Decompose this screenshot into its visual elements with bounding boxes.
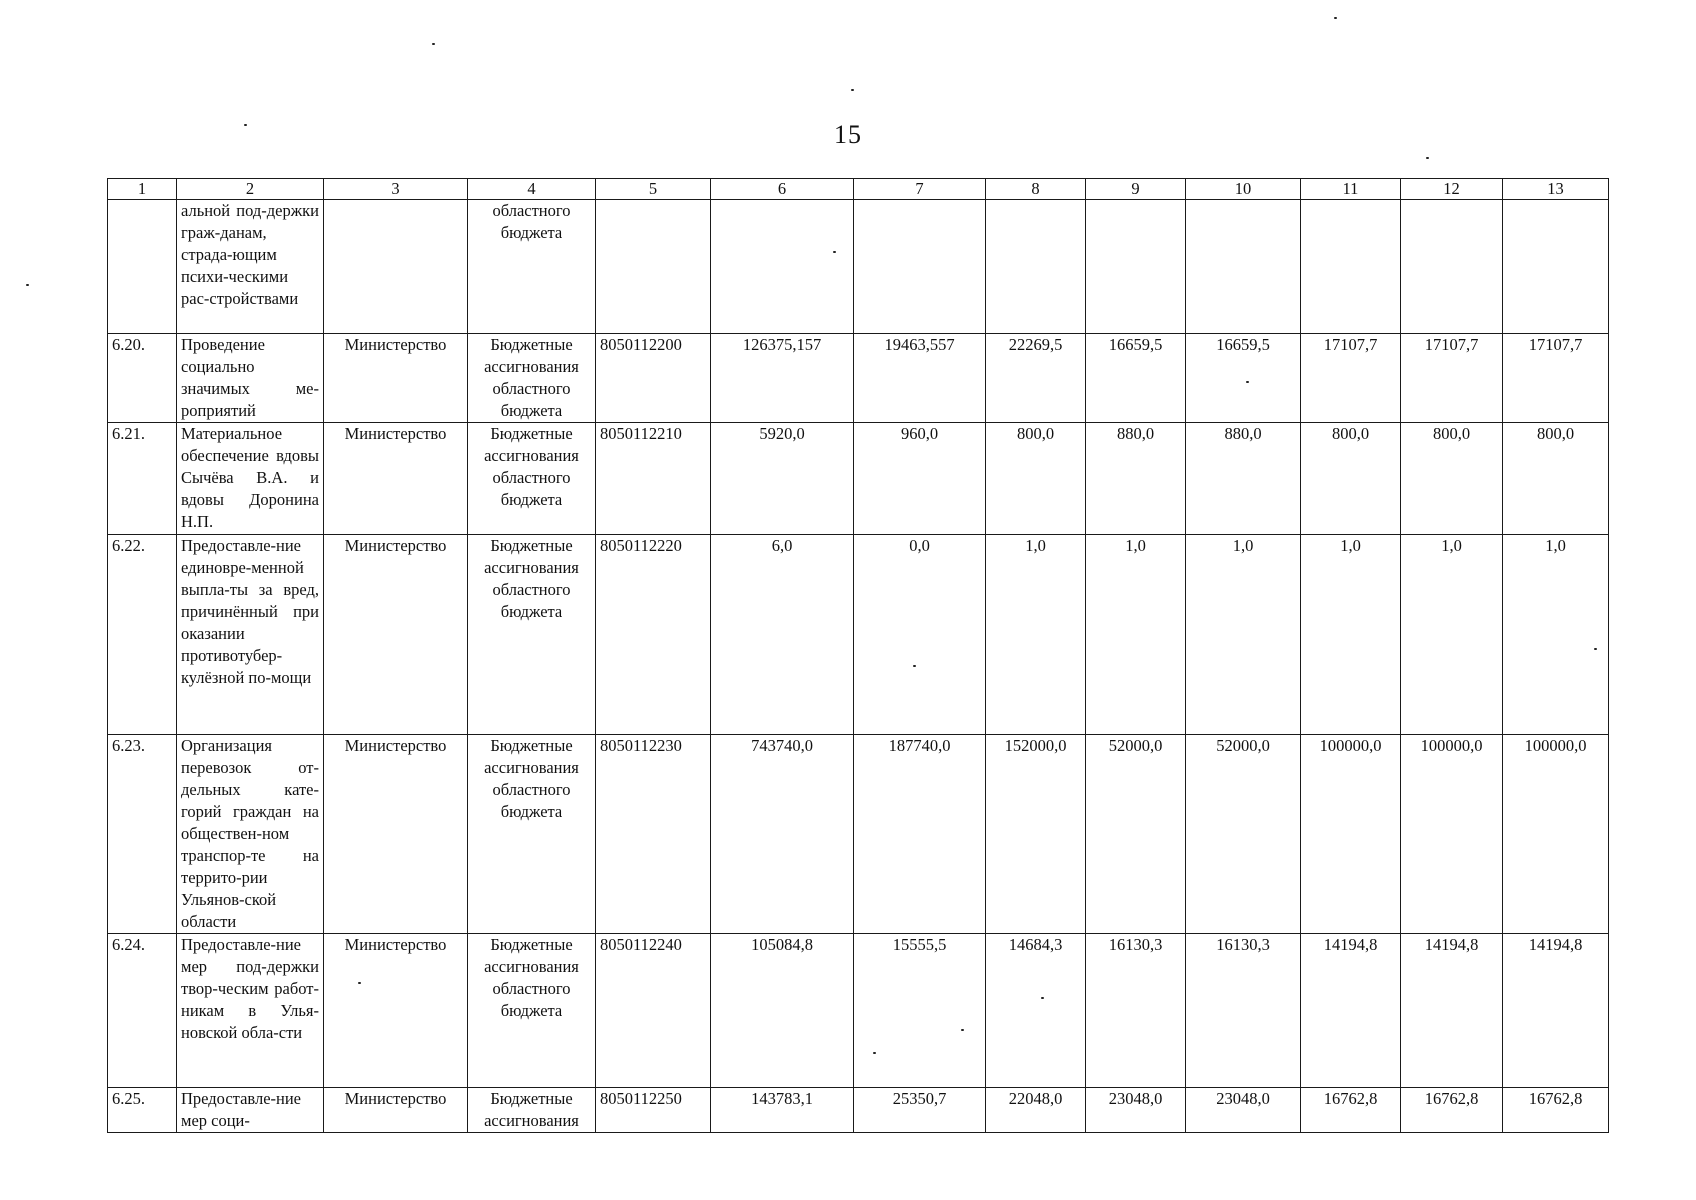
table-row xyxy=(108,1088,1609,1133)
table-row xyxy=(108,200,1609,334)
column-header: 12 xyxy=(1401,179,1503,200)
scan-speck xyxy=(1041,997,1044,999)
measure-name: Организация перевозок от-дельных кате-горий граждан на обществен-ном транспор-те на террито-рии Ульянов-ской области xyxy=(177,735,324,934)
scan-speck xyxy=(961,1029,964,1031)
scan-speck xyxy=(358,982,361,984)
executor: Министерство xyxy=(324,423,468,535)
budget-code: 8050112220 xyxy=(596,535,711,735)
value-year: 14194,8 xyxy=(1401,934,1503,1088)
value-total: 143783,1 xyxy=(711,1088,854,1133)
scan-speck xyxy=(851,89,854,91)
funding-source: областного бюджета xyxy=(468,200,596,334)
value-year: 100000,0 xyxy=(1503,735,1609,934)
scan-speck xyxy=(244,124,247,126)
table-row xyxy=(108,735,1609,934)
value-year xyxy=(986,200,1086,334)
budget-code: 8050112230 xyxy=(596,735,711,934)
column-header: 7 xyxy=(854,179,986,200)
value-year: 16130,3 xyxy=(1086,934,1186,1088)
value-year: 23048,0 xyxy=(1086,1088,1186,1133)
value-year: 187740,0 xyxy=(854,735,986,934)
value-year: 1,0 xyxy=(1301,535,1401,735)
funding-source: Бюджетные ассигнования областного бюджета xyxy=(468,334,596,423)
column-header: 1 xyxy=(108,179,177,200)
column-header: 2 xyxy=(177,179,324,200)
value-year: 800,0 xyxy=(986,423,1086,535)
value-year: 960,0 xyxy=(854,423,986,535)
column-header: 6 xyxy=(711,179,854,200)
measure-name: альной под-держки граж-данам, страда-ющим психи-ческими рас-стройствами xyxy=(177,200,324,334)
column-header: 4 xyxy=(468,179,596,200)
value-year: 16762,8 xyxy=(1401,1088,1503,1133)
value-year xyxy=(854,200,986,334)
scan-speck xyxy=(873,1052,876,1054)
value-year: 800,0 xyxy=(1503,423,1609,535)
scan-speck xyxy=(1594,648,1597,650)
executor: Министерство xyxy=(324,535,468,735)
funding-source: Бюджетные ассигнования областного бюджета xyxy=(468,535,596,735)
measure-name: Предоставле-ние единовре-менной выпла-ты за вред, причинённый при оказании противотубер-кулёзной по-мощи xyxy=(177,535,324,735)
value-year: 25350,7 xyxy=(854,1088,986,1133)
row-number: 6.25. xyxy=(108,1088,177,1133)
value-year: 14684,3 xyxy=(986,934,1086,1088)
value-total: 105084,8 xyxy=(711,934,854,1088)
budget-code: 8050112240 xyxy=(596,934,711,1088)
value-total: 126375,157 xyxy=(711,334,854,423)
funding-source: Бюджетные ассигнования областного бюджета xyxy=(468,934,596,1088)
value-year: 152000,0 xyxy=(986,735,1086,934)
scan-speck xyxy=(1426,157,1429,159)
value-year: 17107,7 xyxy=(1401,334,1503,423)
value-year: 52000,0 xyxy=(1086,735,1186,934)
value-year xyxy=(1086,200,1186,334)
executor xyxy=(324,200,468,334)
measure-name: Проведение социально значимых ме-роприятий xyxy=(177,334,324,423)
scan-speck xyxy=(833,251,836,253)
page-number: 15 xyxy=(834,120,862,149)
column-header: 3 xyxy=(324,179,468,200)
value-year: 16130,3 xyxy=(1186,934,1301,1088)
value-total xyxy=(711,200,854,334)
budget-code xyxy=(596,200,711,334)
value-year: 15555,5 xyxy=(854,934,986,1088)
value-year xyxy=(1401,200,1503,334)
value-year: 16659,5 xyxy=(1086,334,1186,423)
value-year: 1,0 xyxy=(1186,535,1301,735)
funding-source: Бюджетные ассигнования областного бюджета xyxy=(468,423,596,535)
column-number-row xyxy=(108,179,1609,200)
value-year: 22269,5 xyxy=(986,334,1086,423)
budget-table xyxy=(107,178,1609,1133)
table-row xyxy=(108,535,1609,735)
funding-source: Бюджетные ассигнования областного бюджета xyxy=(468,735,596,934)
scan-speck xyxy=(1246,381,1249,383)
row-number: 6.24. xyxy=(108,934,177,1088)
value-year: 800,0 xyxy=(1401,423,1503,535)
value-total: 743740,0 xyxy=(711,735,854,934)
measure-name: Предоставле-ние мер под-держки твор-ческим работ-никам в Улья-новской обла-сти xyxy=(177,934,324,1088)
value-year: 1,0 xyxy=(986,535,1086,735)
column-header: 8 xyxy=(986,179,1086,200)
value-year: 19463,557 xyxy=(854,334,986,423)
value-year: 800,0 xyxy=(1301,423,1401,535)
scan-speck xyxy=(913,665,916,667)
value-year: 22048,0 xyxy=(986,1088,1086,1133)
executor: Министерство xyxy=(324,1088,468,1133)
value-year: 16762,8 xyxy=(1503,1088,1609,1133)
value-year: 14194,8 xyxy=(1503,934,1609,1088)
scan-speck xyxy=(26,284,29,286)
value-year: 17107,7 xyxy=(1301,334,1401,423)
row-number: 6.21. xyxy=(108,423,177,535)
budget-code: 8050112210 xyxy=(596,423,711,535)
value-year xyxy=(1503,200,1609,334)
value-year: 16762,8 xyxy=(1301,1088,1401,1133)
value-year: 100000,0 xyxy=(1301,735,1401,934)
value-year: 100000,0 xyxy=(1401,735,1503,934)
value-total: 5920,0 xyxy=(711,423,854,535)
value-year: 0,0 xyxy=(854,535,986,735)
measure-name: Материальное обеспечение вдовы Сычёва В.А. и вдовы Доронина Н.П. xyxy=(177,423,324,535)
value-year xyxy=(1186,200,1301,334)
scan-speck xyxy=(432,43,435,45)
value-year: 17107,7 xyxy=(1503,334,1609,423)
executor: Министерство xyxy=(324,334,468,423)
value-year: 23048,0 xyxy=(1186,1088,1301,1133)
value-year: 52000,0 xyxy=(1186,735,1301,934)
table-row xyxy=(108,423,1609,535)
column-header: 11 xyxy=(1301,179,1401,200)
table-row xyxy=(108,334,1609,423)
funding-source: Бюджетные ассигнования xyxy=(468,1088,596,1133)
value-year: 1,0 xyxy=(1401,535,1503,735)
column-header: 5 xyxy=(596,179,711,200)
value-year: 1,0 xyxy=(1086,535,1186,735)
measure-name: Предоставле-ние мер соци- xyxy=(177,1088,324,1133)
executor: Министерство xyxy=(324,934,468,1088)
value-total: 6,0 xyxy=(711,535,854,735)
value-year: 880,0 xyxy=(1086,423,1186,535)
row-number: 6.20. xyxy=(108,334,177,423)
value-year: 1,0 xyxy=(1503,535,1609,735)
column-header: 13 xyxy=(1503,179,1609,200)
column-header: 9 xyxy=(1086,179,1186,200)
value-year: 880,0 xyxy=(1186,423,1301,535)
value-year: 16659,5 xyxy=(1186,334,1301,423)
value-year: 14194,8 xyxy=(1301,934,1401,1088)
table-row xyxy=(108,934,1609,1088)
column-header: 10 xyxy=(1186,179,1301,200)
executor: Министерство xyxy=(324,735,468,934)
row-number xyxy=(108,200,177,334)
row-number: 6.23. xyxy=(108,735,177,934)
budget-code: 8050112200 xyxy=(596,334,711,423)
budget-code: 8050112250 xyxy=(596,1088,711,1133)
row-number: 6.22. xyxy=(108,535,177,735)
value-year xyxy=(1301,200,1401,334)
scan-speck xyxy=(1334,17,1337,19)
